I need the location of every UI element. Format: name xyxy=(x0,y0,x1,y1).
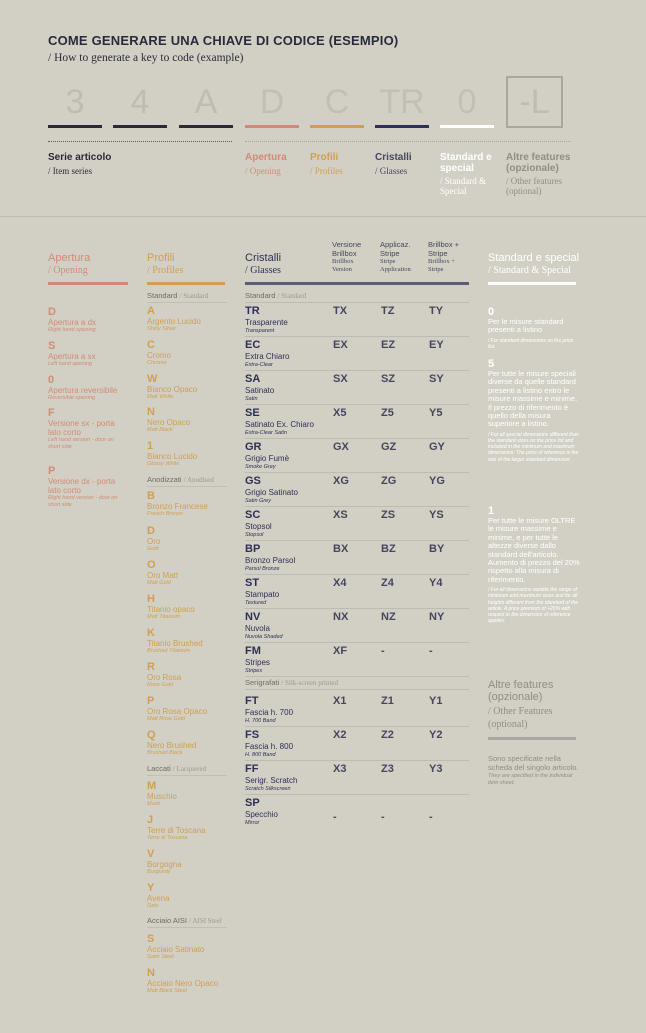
key-char-series-3: A xyxy=(194,83,218,121)
glass-row: SA Satinato Satin SX SZ SY xyxy=(245,373,469,405)
profile-item: N Nero Opaco Matt Black xyxy=(147,406,191,433)
opening-col-title: Apertura xyxy=(48,252,91,264)
glass-col2-header: Applicaz. Stripe Stripe Application xyxy=(380,240,411,273)
key-bar-series-1 xyxy=(48,125,102,128)
profile-item: R Oro Rosa Rose Gold xyxy=(147,661,182,688)
legend-profiles: Profili xyxy=(310,152,339,163)
other-features: Altre features (opzionale) / Other Features (optional) xyxy=(488,679,554,730)
key-bar-standard xyxy=(440,125,494,128)
profiles-col-sub: / Profiles xyxy=(147,265,184,276)
standard-item-0: 0 Per le misure standard presenti a listino / For standard dimensions on the price list. xyxy=(488,306,574,351)
options-dotted-line xyxy=(245,141,571,142)
opening-col-bar xyxy=(48,282,128,285)
legend-other-en: / Other features (optional) xyxy=(506,176,562,196)
glass-row: GS Grigio Satinato Satin Grey XG ZG YG xyxy=(245,475,469,507)
profiles-section-standard: Standard / Standard xyxy=(147,291,227,303)
key-bar-series-3 xyxy=(179,125,233,128)
profile-item: S Acciaio Satinato Satin Steel xyxy=(147,933,205,960)
key-char-series-1: 3 xyxy=(65,83,85,121)
profile-item: 1 Bianco Lucido Glossy White xyxy=(147,440,198,467)
key-char-other: -L xyxy=(519,83,550,121)
legend-glasses: Cristalli xyxy=(375,152,412,163)
opening-item: 0 Apertura reversibile Reversible opening xyxy=(48,374,118,401)
profile-item: K Titanio Brushed Brushed Titanium xyxy=(147,627,203,654)
key-char-opening: D xyxy=(259,83,285,121)
profile-item: O Oro Matt Matt Gold xyxy=(147,559,179,586)
profiles-col-title: Profili xyxy=(147,252,175,264)
glass-row: SP Specchio Mirror - - - xyxy=(245,797,433,826)
profile-item: J Terre di Toscana Terre di Toscana xyxy=(147,814,206,841)
profile-item: Q Nero Brushed Brushed Black xyxy=(147,729,197,756)
key-char-glass: TR xyxy=(379,83,425,121)
glass-row: SC Stopsol Stopsol XS ZS YS xyxy=(245,509,469,541)
glasses-section-silkscreen: Serigrafati / Silk-screen printed xyxy=(245,678,469,690)
opening-col-sub: / Opening xyxy=(48,265,88,276)
glass-row: GR Grigio Fumè Smoke Grey GX GZ GY xyxy=(245,441,469,473)
standard-col-sub: / Standard & Special xyxy=(488,265,572,276)
profile-item: M Muschio Musk xyxy=(147,780,177,807)
glass-row: FS Fascia h. 800 H. 800 Band X2 Z2 Y2 xyxy=(245,729,469,761)
profile-item: N Acciaio Nero Opaco Matt Black Steel xyxy=(147,967,219,994)
key-char-profile: C xyxy=(324,83,350,121)
glass-row: EC Extra Chiaro Extra-Clear EX EZ EY xyxy=(245,339,469,371)
glass-row: NV Nuvola Nuvola Shaded NX NZ NY xyxy=(245,611,469,643)
glass-col1-header: Versione Brillbox Brillbox Version xyxy=(332,240,362,273)
page-subtitle: / How to generate a key to code (example) xyxy=(48,52,244,64)
opening-item: F Versione sx - porta lato corto Left hand version - door on short side xyxy=(48,407,115,450)
glass-row: BP Bronzo Parsol Parsol Bronze BX BZ BY xyxy=(245,543,469,575)
glasses-col-sub: / Glasses xyxy=(245,265,281,276)
standard-item-1: 1 Per tutte le misure OLTRE le misure massime e minime, e per tutte le altezze diverse dallo standard dell'articolo. Aumento di prezzo del 20% rispetto alla misura di riferimento. / For all dimensions outside the range of minimum and maximum sizes and for all heights different from the standard of the article. A price premium of +20% with respect to the dimension of reference applies. xyxy=(488,505,580,625)
profile-item: H Titanio opaco Matt Titanium xyxy=(147,593,195,620)
opening-item: P Versione dx - porta lato corto Right hand version - door on short side xyxy=(48,465,118,508)
glasses-col-bar xyxy=(245,282,469,285)
other-note: Sono specificate nella scheda del singolo articolo. They are specified in the individual item sheet. xyxy=(488,754,579,786)
glass-row: FT Fascia h. 700 H. 700 Band X1 Z1 Y1 xyxy=(245,695,469,727)
profile-item: D Oro Gold xyxy=(147,525,161,552)
standard-col-title: Standard e special xyxy=(488,252,580,264)
key-bar-profile xyxy=(310,125,364,128)
legend-standard: Standard e special xyxy=(440,152,492,174)
profiles-col-bar xyxy=(147,282,225,285)
key-char-standard: 0 xyxy=(457,83,477,121)
profiles-section-anodised: Anodizzati / Anodised xyxy=(147,475,227,487)
profile-item: W Bianco Opaco Matt White xyxy=(147,373,198,400)
glasses-section-standard: Standard / Standard xyxy=(245,291,469,303)
legend-other: Altre features (opzionale) xyxy=(506,152,571,174)
legend-profiles-en: / Profiles xyxy=(310,166,343,176)
key-char-series-2: 4 xyxy=(130,83,150,121)
profile-item: C Cromo Chrome xyxy=(147,339,172,366)
legend-glasses-en: / Glasses xyxy=(375,166,408,176)
opening-item: S Apertura a sx Left hand opening xyxy=(48,340,96,367)
profile-item: V Borgogna Burgundy xyxy=(147,848,182,875)
key-bar-glass xyxy=(375,125,429,128)
key-bar-series-2 xyxy=(113,125,167,128)
legend-opening: Apertura xyxy=(245,152,287,163)
section-divider xyxy=(0,216,646,217)
legend-series: Serie articolo xyxy=(48,152,112,163)
glass-row: SE Satinato Ex. Chiaro Extra-Clear Satin X5 Z5 Y5 xyxy=(245,407,469,439)
standard-item-5: 5 Per tutte le misure speciali diverse da quelle standard presenti a listino entro le misure massime e minime. Il prezzo di riferimento è quello della misura superiore a listino. / For all special dimensions different than the standard sizes on the price list and included in the minimum and maximum dimensions. The price of reference is the one of the larger standard dimension. xyxy=(488,358,579,463)
opening-item: D Apertura a dx Right hand opening xyxy=(48,306,97,333)
legend-series-en: / Item series xyxy=(48,166,92,176)
other-col-bar xyxy=(488,737,576,740)
legend-opening-en: / Opening xyxy=(245,166,281,176)
profile-item: P Oro Rosa Opaco Matt Rose Gold xyxy=(147,695,208,722)
profile-item: A Argento Lucido Shiny Silver xyxy=(147,305,201,332)
profile-item: Y Avena Oats xyxy=(147,882,170,909)
key-bar-opening xyxy=(245,125,299,128)
glass-row: FF Serigr. Scratch Scratch Silkscreen X3 Z3 Y3 xyxy=(245,763,469,795)
glass-row: FM Stripes Stripes XF - - xyxy=(245,645,469,677)
page-title: COME GENERARE UNA CHIAVE DI CODICE (ESEMPIO) xyxy=(48,33,399,48)
profile-item: B Bronzo Francese French Bronze xyxy=(147,490,208,517)
glass-row: ST Stampato Textured X4 Z4 Y4 xyxy=(245,577,469,609)
profiles-section-steel: Acciaio AISI / AISI Steel xyxy=(147,916,227,928)
series-dotted-line xyxy=(48,141,232,142)
glass-col3-header: Brillbox + Stripe Brillbox + Stripe xyxy=(428,240,460,273)
profiles-section-lacquered: Laccati / Lacquered xyxy=(147,764,227,776)
standard-col-bar xyxy=(488,282,576,285)
glass-row: TR Trasparente Transparent TX TZ TY xyxy=(245,305,469,337)
glasses-col-title: Cristalli xyxy=(245,252,282,264)
legend-standard-en: / Standard & Special xyxy=(440,176,486,196)
